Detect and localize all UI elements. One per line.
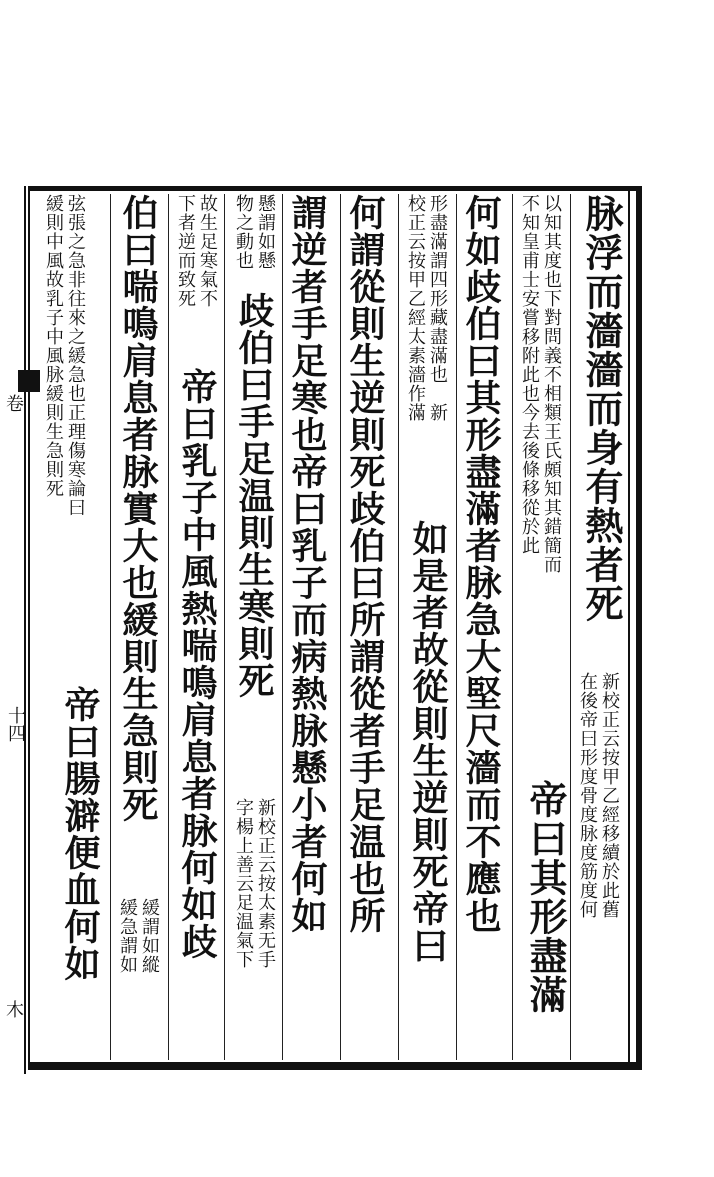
- column-divider: [570, 194, 571, 1060]
- text-column-9-notes2: [116, 898, 160, 974]
- column-divider: [282, 194, 283, 1060]
- column-divider: [168, 194, 169, 1060]
- column-divider: [456, 194, 457, 1060]
- note-line: 以知其度也下對問義不相類王氏頗知其錯簡而: [541, 194, 562, 574]
- bottom-rule: [28, 1062, 642, 1070]
- note-line: 校正云按甲乙經太素濇作滿: [405, 194, 426, 422]
- text-column-5-main: 何謂從則生逆則死歧伯曰所謂從者手足温也所: [344, 194, 386, 934]
- column-divider: [340, 194, 341, 1060]
- margin-rule: [24, 186, 26, 1074]
- margin-juan-char: 卷: [6, 394, 24, 415]
- text-column-7-notes: [232, 194, 276, 270]
- note-line: 故生足寒氣不: [197, 194, 218, 308]
- text-column-7-main: 歧伯曰手足温則生寒則死: [233, 292, 275, 699]
- page-frame: [28, 186, 642, 1074]
- text-column-10-main: 帝曰腸澼便血何如: [59, 686, 101, 982]
- text-column-2-main: 帝曰其形盡滿: [523, 780, 568, 1014]
- text-column-4-notes: [404, 194, 448, 422]
- column-divider: [512, 194, 513, 1060]
- note-line: 在後帝曰形度骨度脉度筋度何: [577, 672, 598, 919]
- right-rule-outer: [636, 186, 642, 1070]
- right-rule-inner: [628, 186, 630, 1070]
- text-column-8-notes: [174, 194, 218, 308]
- note-line: 緩急謂如: [117, 898, 138, 974]
- text-column-4-main: 如是者故從則生逆則死帝曰: [407, 520, 449, 964]
- text-column-3-main: 何如歧伯曰其形盡滿者脉急大堅尺濇而不應也: [460, 194, 502, 934]
- left-rule: [28, 186, 30, 1070]
- column-divider: [224, 194, 225, 1060]
- note-line: 弦張之急非往來之緩急也正理傷寒論曰: [65, 194, 86, 517]
- text-column-6-main: 謂逆者手足寒也帝曰乳子而病熱脉懸小者何如: [286, 194, 328, 934]
- margin-bottom-char: 木: [6, 1000, 24, 1021]
- text-column-8-main: 帝曰乳子中風熱喘鳴肩息者脉何如歧: [176, 368, 218, 960]
- note-line: 字楊上善云足温氣下: [233, 798, 254, 969]
- text-column-9-main: 伯曰喘鳴肩息者脉實大也緩則生急則死: [117, 194, 159, 823]
- note-line: 緩謂如縱: [139, 898, 160, 974]
- note-line: 緩則中風故乳子中風脉緩則生急則死: [43, 194, 64, 498]
- note-line: 懸謂如懸: [255, 194, 276, 270]
- note-line: 下者逆而致死: [175, 194, 196, 308]
- text-column-7-notes2: [232, 798, 276, 969]
- folio-number: 十四: [5, 706, 26, 742]
- column-divider: [398, 194, 399, 1060]
- note-line: 物之動也: [233, 194, 254, 270]
- note-line: 形盡滿謂四形藏盡滿也 新: [427, 194, 448, 422]
- top-rule: [28, 186, 642, 191]
- text-column-1-main: 脉浮而濇濇而身有熱者死: [579, 194, 624, 623]
- text-column-2-notes: [518, 194, 562, 574]
- column-divider: [110, 194, 111, 1060]
- text-column-1-notes: [576, 672, 620, 919]
- text-column-10-notes: [42, 194, 86, 517]
- note-line: 新校正云按太素无手: [255, 798, 276, 969]
- note-line: 新校正云按甲乙經移續於此舊: [599, 672, 620, 919]
- note-line: 不知皇甫士安嘗移附此也今去後條移從於此: [519, 194, 540, 555]
